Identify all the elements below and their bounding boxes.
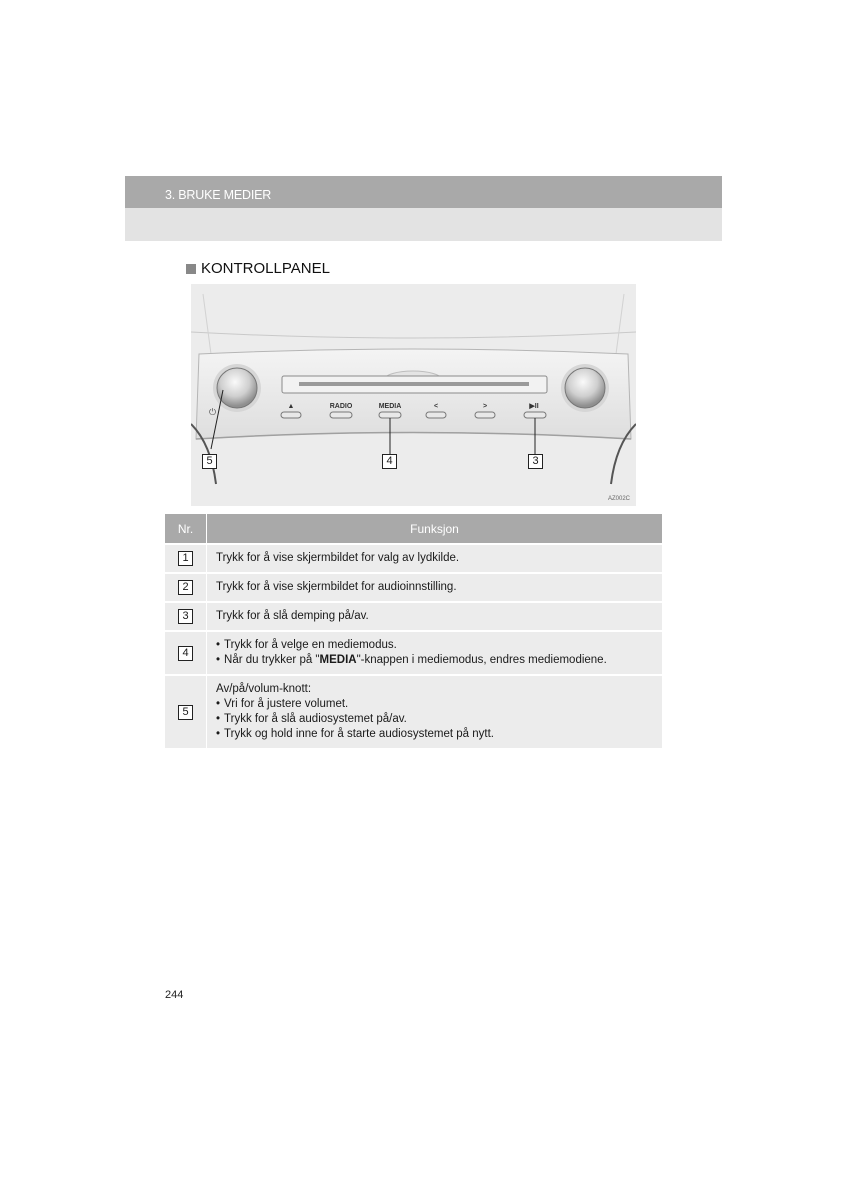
bullet-item: • Trykk og hold inne for å starte audiosystemet på nytt. xyxy=(216,727,654,742)
row-number-box: 4 xyxy=(178,646,193,661)
control-panel-drawing xyxy=(191,284,636,506)
table-row xyxy=(165,573,662,602)
header-funksjon: Funksjon xyxy=(207,514,663,544)
row-text: Trykk for å vise skjermbildet for audioinnstilling. xyxy=(207,573,663,602)
callout-4: 4 xyxy=(382,454,397,469)
bullet-item xyxy=(216,653,654,668)
bullet-item: • Trykk for å slå audiosystemet på/av. xyxy=(216,712,654,727)
bullet-item: • Trykk for å velge en mediemodus. xyxy=(216,638,654,653)
row-text: Trykk for å slå demping på/av. xyxy=(207,602,663,631)
bullet-text: Når du trykker på " xyxy=(224,654,320,666)
callout-3: 3 xyxy=(528,454,543,469)
eject-button-label: ▲ xyxy=(287,403,295,410)
section-title: KONTROLLPANEL xyxy=(201,260,330,277)
chapter-title: 3. BRUKE MEDIER xyxy=(165,188,272,202)
table-row xyxy=(165,631,662,675)
row-number-box: 5 xyxy=(178,705,193,720)
square-bullet-icon xyxy=(186,264,196,274)
bullet-item: • Vri for å justere volumet. xyxy=(216,697,654,712)
row-text xyxy=(207,675,663,748)
next-button-label: > xyxy=(482,403,488,410)
row-text: Trykk for å vise skjermbildet for valg av lydkilde. xyxy=(207,544,663,573)
prev-button-label: < xyxy=(433,403,439,410)
table-row xyxy=(165,602,662,631)
section-heading xyxy=(186,260,330,277)
chapter-subheader xyxy=(125,208,722,241)
row-text xyxy=(207,631,663,675)
bullet-text: "-knappen i mediemodus, endres mediemodiene. xyxy=(356,654,607,666)
control-panel-illustration xyxy=(191,284,636,506)
table-row xyxy=(165,544,662,573)
row-number-box: 1 xyxy=(178,551,193,566)
radio-button-label: RADIO xyxy=(329,403,353,410)
chapter-header xyxy=(125,176,722,208)
page-number: 244 xyxy=(165,989,184,1001)
callout-5: 5 xyxy=(202,454,217,469)
table-header-row xyxy=(165,514,662,544)
row-intro: Av/på/volum-knott: xyxy=(216,683,312,695)
row-number-box: 3 xyxy=(178,609,193,624)
media-button-label: MEDIA xyxy=(378,403,402,410)
table-row xyxy=(165,675,662,748)
media-keyword: MEDIA xyxy=(319,654,357,666)
figure-code: AZ002C xyxy=(607,496,630,502)
function-table xyxy=(165,514,662,748)
row-number-box: 2 xyxy=(178,580,193,595)
svg-text:⏻: ⏻ xyxy=(209,407,217,417)
play-pause-button-label: ▶II xyxy=(529,403,539,410)
header-nr: Nr. xyxy=(165,514,207,544)
